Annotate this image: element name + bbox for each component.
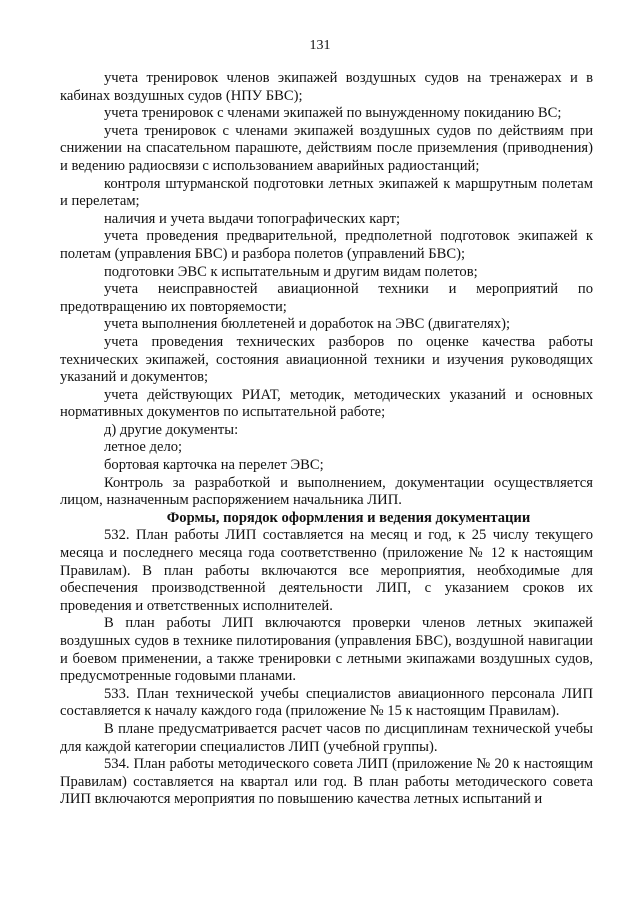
- paragraph: 533. План технической учебы специалистов авиационного персонала ЛИП составляется к началу каждого года (приложение № 15 к настоящим Правилам).: [60, 685, 593, 720]
- paragraph: учета действующих РИАТ, методик, методических указаний и основных нормативных документов по испытательной работе;: [60, 386, 593, 421]
- paragraph: д) другие документы:: [104, 421, 239, 438]
- paragraph: учета тренировок членов экипажей воздушных судов на тренажерах и в кабинах воздушных судов (НПУ БВС);: [60, 70, 593, 104]
- page-number: 131: [309, 38, 331, 53]
- paragraph: учета проведения технических разборов по оценке качества работы технических экипажей, состояния авиационной техники и изучения руководящих указаний и документов;: [60, 333, 593, 386]
- document-body: [60, 70, 593, 809]
- paragraph: учета выполнения бюллетеней и доработок на ЭВС (двигателях);: [104, 316, 511, 333]
- paragraph: Контроль за разработкой и выполнением, документации осуществляется лицом, назначенным распоряжением начальника ЛИП.: [60, 474, 593, 509]
- section-heading: Формы, порядок оформления и ведения документации: [166, 509, 531, 526]
- paragraph: учета тренировок с членами экипажей по вынужденному покиданию ВС;: [104, 105, 562, 122]
- paragraph: 534. План работы методического совета ЛИП (приложение № 20 к настоящим Правилам) составляется на квартал или год. В план работы методического совета ЛИП включаются мероприятия по повышению качества летных испытаний и: [60, 756, 593, 808]
- paragraph: В план работы ЛИП включаются проверки членов летных экипажей воздушных судов в технике пилотирования (управления БВС), воздушной навигации и боевом применении, а также тренировки с летными экипажами воздушных судов, предусмотренные годовыми планами.: [60, 615, 593, 685]
- paragraph: летное дело;: [104, 439, 183, 456]
- paragraph: 532. План работы ЛИП составляется на месяц и год, к 25 числу текущего месяца и последнего месяца года соответственно (приложение № 12 к настоящим Правилам). В план работы включаются все мероприятия, необходимые для обеспечения производственной деятельности ЛИП, с указанием сроков их проведения и ответственных исполнителей.: [60, 527, 593, 614]
- paragraph: В плане предусматривается расчет часов по дисциплинам технической учебы для каждой категории специалистов ЛИП (учебной группы).: [60, 720, 593, 755]
- paragraph: наличия и учета выдачи топографических карт;: [104, 210, 401, 227]
- paragraph: подготовки ЭВС к испытательным и другим видам полетов;: [104, 263, 478, 280]
- paragraph: учета неисправностей авиационной техники и мероприятий по предотвращению их повторяемости;: [60, 281, 593, 315]
- paragraph: учета тренировок с членами экипажей воздушных судов по действиям при снижении на спасательном парашюте, действиям после приземления (приводнения) и ведению радиосвязи с использованием аварийных радиостанций;: [60, 122, 593, 174]
- paragraph: бортовая карточка на перелет ЭВС;: [104, 457, 324, 474]
- paragraph: контроля штурманской подготовки летных экипажей к маршрутным полетам и перелетам;: [60, 175, 593, 210]
- paragraph: учета проведения предварительной, предполетной подготовок экипажей к полетам (управления БВС) и разбора полетов (управлений БВС);: [60, 228, 593, 262]
